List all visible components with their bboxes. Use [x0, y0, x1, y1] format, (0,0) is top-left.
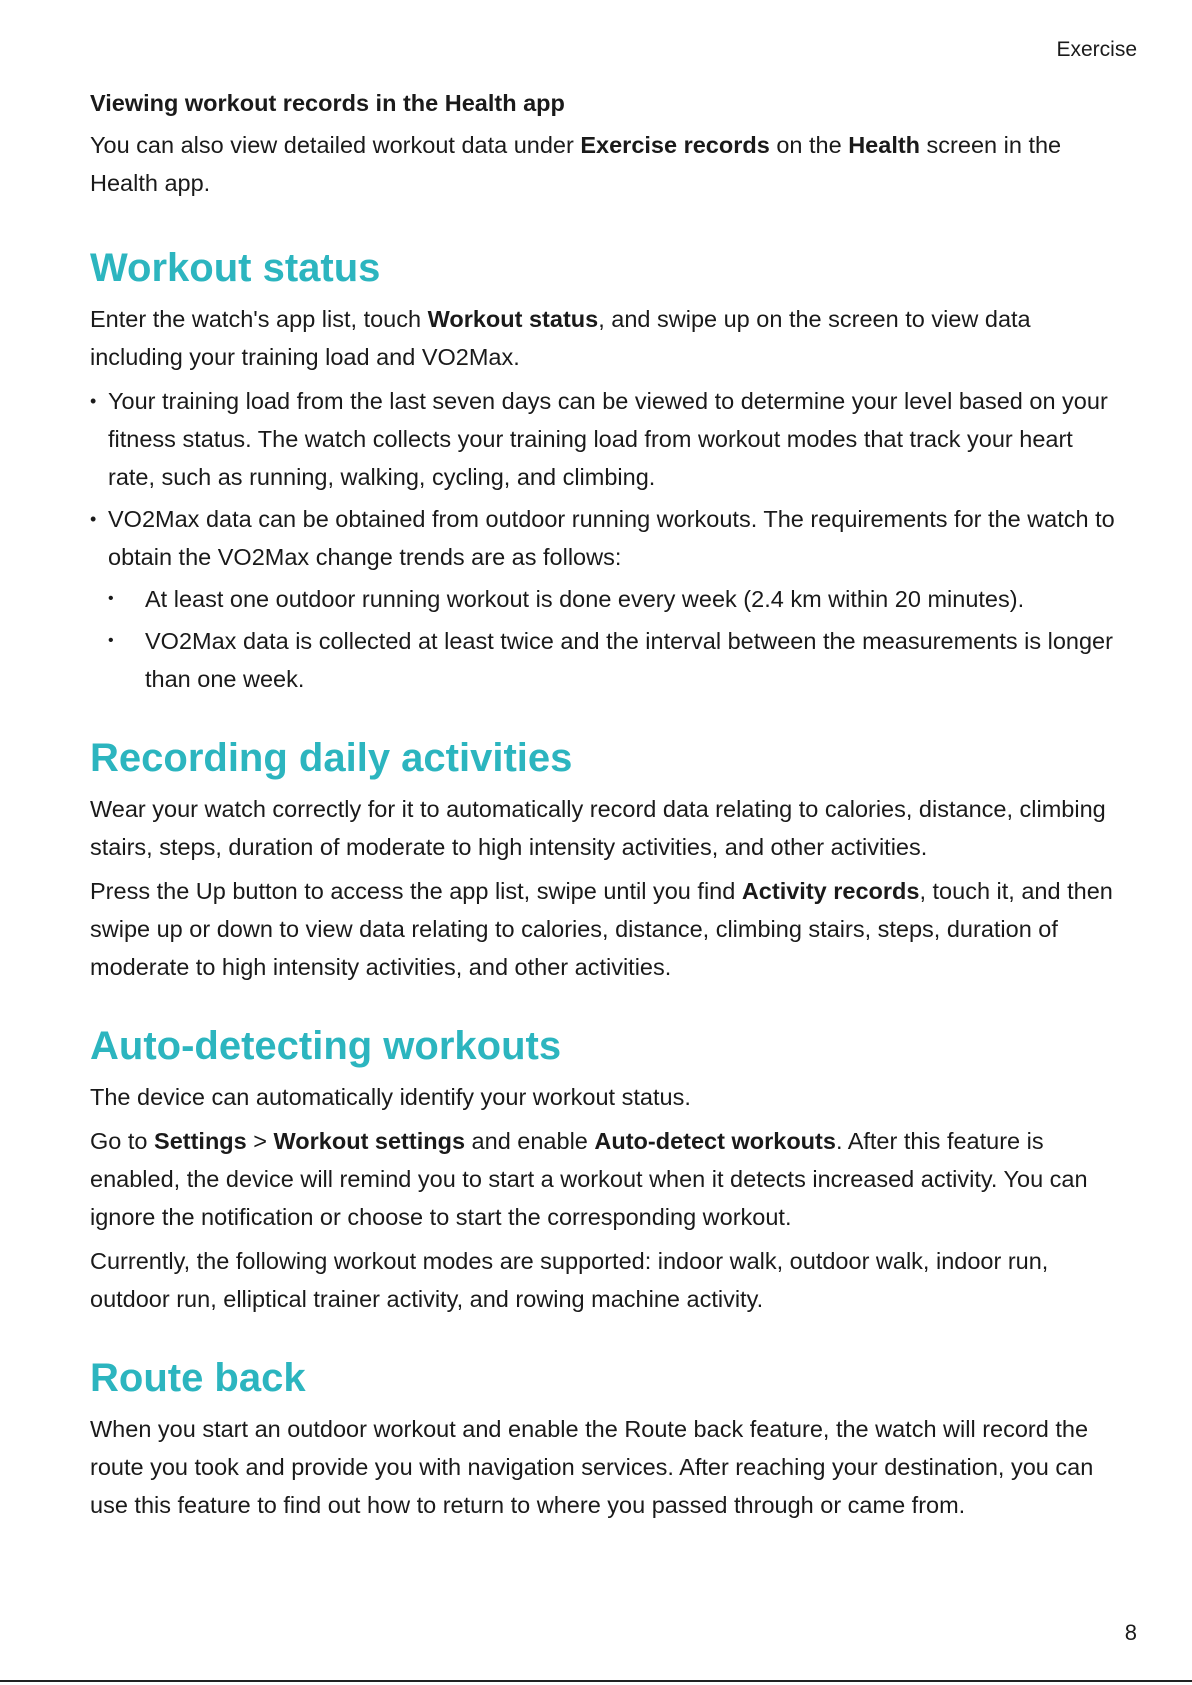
page-content [90, 86, 1115, 1530]
sub-bullet-list [108, 580, 1115, 698]
paragraph: Currently, the following workout modes are supported: indoor walk, outdoor walk, indoor run, outdoor run, elliptical trainer activity, and rowing machine activity. [90, 1248, 1049, 1312]
section-daily-activities [90, 734, 1115, 986]
paragraph: When you start an outdoor workout and enable the Route back feature, the watch will record the route you took and provide you with navigation services. After reaching your destination, you can use this feature to find out how to return to where you passed through or came from. [90, 1416, 1094, 1518]
emphasis: Settings [154, 1128, 247, 1154]
emphasis: Health [848, 132, 921, 158]
footer-rule [0, 1680, 1192, 1682]
bullet-icon: • [90, 391, 97, 411]
emphasis: Activity records [741, 878, 920, 904]
section-heading: Auto-detecting workouts [90, 1024, 562, 1068]
page-number: 8 [1124, 1620, 1137, 1645]
paragraph: Go to Settings > Workout settings and enable Auto-detect workouts. After this feature is enabled, the device will remind you to start a workout when it detects increased activity. You can ignore the notification or choose to start the corresponding workout. [90, 1128, 1088, 1230]
emphasis: Workout settings [273, 1128, 466, 1154]
running-header: Exercise [1056, 38, 1137, 61]
section-heading: Recording daily activities [90, 736, 573, 780]
section-auto-detecting [90, 1022, 1115, 1318]
paragraph: The device can automatically identify your workout status. [90, 1084, 691, 1110]
bullet-icon: • [108, 590, 114, 607]
list-item: • Your training load from the last seven days can be viewed to determine your level based on your fitness status. The watch collects your training load from workout modes that track your heart rate, such as running, walking, cycling, and climbing. [90, 382, 1115, 496]
paragraph: Wear your watch correctly for it to automatically record data relating to calories, distance, climbing stairs, steps, duration of moderate to high intensity activities, and other activities. [90, 796, 1106, 860]
section-route-back [90, 1354, 1115, 1524]
section-workout-status [90, 244, 1115, 698]
list-item: • VO2Max data can be obtained from outdoor running workouts. The requirements for the watch to obtain the VO2Max change trends are as follows: • At least one outdoor running workout is done every week (2.4 km within 20 minutes). • VO2Max data is collected at least twice and the interval between the measurements is longer than one week. [90, 500, 1115, 698]
paragraph: You can also view detailed workout data under Exercise records on the Health screen in the Health app. [90, 132, 1062, 196]
emphasis: Auto-detect workouts [594, 1128, 836, 1154]
section-heading: Route back [90, 1356, 306, 1400]
list-item: • At least one outdoor running workout is done every week (2.4 km within 20 minutes). [90, 580, 1115, 618]
emphasis: Exercise records [580, 132, 770, 158]
bullet-list [90, 382, 1115, 698]
emphasis: Workout status [427, 306, 599, 332]
paragraph: Enter the watch's app list, touch Workout status, and swipe up on the screen to view data including your training load and VO2Max. [90, 306, 1031, 370]
list-item: • VO2Max data is collected at least twice and the interval between the measurements is longer than one week. [90, 622, 1115, 698]
paragraph: Press the Up button to access the app list, swipe until you find Activity records, touch it, and then swipe up or down to view data relating to calories, distance, climbing stairs, steps, duration of moderate to high intensity activities, and other activities. [90, 878, 1113, 980]
section-heading: Workout status [90, 246, 381, 290]
bullet-icon: • [90, 509, 97, 529]
bullet-icon: • [108, 632, 114, 649]
subsection-title: Viewing workout records in the Health app [90, 90, 565, 116]
